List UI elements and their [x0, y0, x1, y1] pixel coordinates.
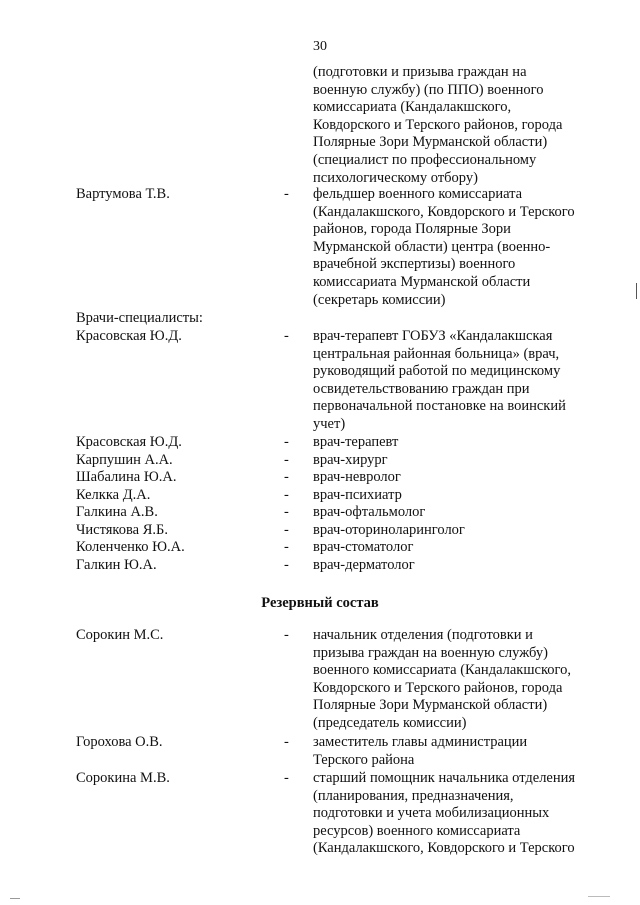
doctor-role: врач-хирург — [313, 451, 388, 468]
doctor-dash: - — [284, 451, 289, 468]
reserve-heading: Резервный состав — [261, 595, 379, 611]
reserve-role: начальник отделения (подготовки и призыва граждан на военную службу) военного комиссариата (Кандалакшского, Ковдорского и Терского районов, города Полярные Зори Мурманской области) (председатель комиссии) — [313, 627, 571, 731]
member-role: фельдшер военного комиссариата (Кандалакшского, Ковдорского и Терского районов, города Полярные Зори Мурманской области) центра (военно- врачебной экспертизы) военного комиссариата Мурманской области (секретарь комиссии) — [313, 186, 575, 308]
doctor-dash: - — [284, 539, 289, 555]
page-number: 30 — [313, 39, 327, 54]
doctor-role: врач-дерматолог — [313, 556, 415, 573]
doctor-role: врач-невролог — [313, 469, 401, 485]
doctor-role: врач-оториноларинголог — [313, 521, 465, 538]
reserve-name: Сорокин М.С. — [76, 627, 164, 643]
reserve-dash: - — [284, 770, 289, 786]
doctor-role: врач-офтальмолог — [313, 504, 426, 520]
reserve-name: Горохова О.В. — [76, 734, 163, 750]
scan-corner-mark-right — [588, 896, 610, 897]
doctor-role: врач-психиатр — [313, 486, 402, 503]
doctor-role: врач-терапевт — [313, 434, 399, 450]
reserve-name: Сорокина М.В. — [76, 770, 170, 786]
doctor-name: Коленченко Ю.А. — [76, 539, 185, 555]
doctor-lead-dash: - — [284, 328, 289, 344]
reserve-role: старший помощник начальника отделения (планирования, предназначения, подготовки и учета мобилизационных ресурсов) военного комиссариата (Кандалакшского, Ковдорского и Терского — [313, 770, 576, 857]
doctor-name: Чистякова Я.Б. — [76, 521, 168, 538]
doctor-dash: - — [284, 469, 289, 485]
member-name: Вартумова Т.В. — [76, 186, 170, 202]
doctor-name: Шабалина Ю.А. — [76, 469, 177, 485]
doctor-name: Карпушин А.А. — [76, 451, 173, 468]
doctor-dash: - — [284, 434, 289, 450]
doctor-name: Галкин Ю.А. — [76, 556, 157, 573]
reserve-dash: - — [284, 627, 289, 643]
scan-corner-mark — [10, 898, 20, 899]
reserve-role: заместитель главы администрации Терского района — [313, 734, 528, 768]
doctors-label: Врачи-специалисты: — [76, 310, 203, 326]
continuation-text: (подготовки и призыва граждан на военную службу) (по ППО) военного комиссариата (Кандалакшского, Ковдорского и Терского районов, города Полярные Зори Мурманской области) (специалист по профессиональному психологическому отбору) — [313, 64, 563, 186]
doctor-name: Красовская Ю.Д. — [76, 434, 182, 450]
doctor-dash: - — [284, 521, 289, 538]
reserve-dash: - — [284, 734, 289, 750]
doctor-lead-role: врач-терапевт ГОБУЗ «Кандалакшская центральная районная больница» (врач, руководящий работой по медицинскому освидетельствованию граждан при первоначальной постановке на воинский учет) — [313, 328, 566, 432]
doctor-dash: - — [284, 504, 289, 520]
doctor-lead-name: Красовская Ю.Д. — [76, 328, 182, 344]
doctor-dash: - — [284, 556, 289, 573]
member-dash: - — [284, 186, 289, 202]
scan-margin-mark — [636, 283, 637, 299]
doctor-name: Келкка Д.А. — [76, 486, 151, 503]
doctor-name: Галкина А.В. — [76, 504, 158, 520]
doctor-dash: - — [284, 486, 289, 503]
doctor-role: врач-стоматолог — [313, 539, 414, 555]
